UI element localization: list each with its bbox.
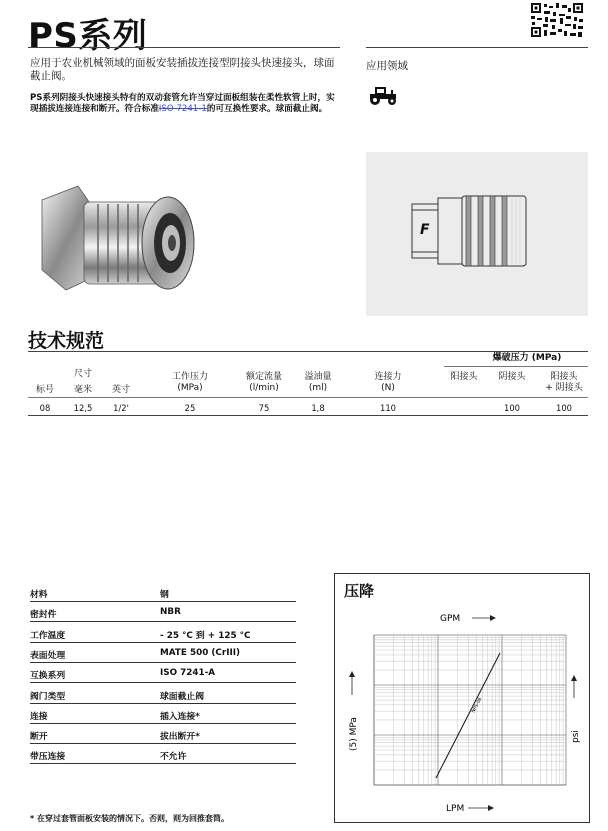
header-spill-label: 溢油量 bbox=[304, 372, 332, 382]
material-row-rule bbox=[30, 723, 296, 724]
material-label: 材料 bbox=[30, 590, 48, 600]
cell-spill: 1,8 bbox=[311, 403, 325, 413]
header-burst-both-label2: + 阴接头 bbox=[545, 383, 583, 393]
product-drawing bbox=[366, 152, 588, 316]
mpa-arrowhead-icon bbox=[349, 671, 355, 677]
series-label: NPS-08 bbox=[471, 697, 484, 714]
material-label: 互换系列 bbox=[30, 671, 66, 682]
application-label: 应用领域 bbox=[366, 60, 408, 72]
header-connect-force bbox=[358, 372, 418, 394]
material-value: 拔出断开* bbox=[160, 732, 200, 743]
coupling-drawing-icon bbox=[366, 152, 588, 316]
cell-connect: 110 bbox=[380, 403, 396, 413]
header-spill bbox=[296, 372, 340, 394]
material-label: 连接 bbox=[30, 711, 48, 722]
product-photo bbox=[36, 178, 204, 308]
material-value: 插入连接* bbox=[160, 711, 200, 722]
material-value: 不允许 bbox=[160, 752, 187, 763]
material-value: NBR bbox=[160, 607, 181, 618]
header-burst-coupler: 阴接头 bbox=[498, 372, 526, 382]
intro-details-text: PS系列阴接头快速接头特有的双动套管允许当穿过面板组装在柔性软管上时，实现插拔连接连接和断开。符合标准 bbox=[30, 93, 335, 114]
table-bottom-rule bbox=[28, 415, 588, 416]
material-row-rule bbox=[30, 642, 296, 643]
gpm-axis-label: GPM bbox=[440, 614, 461, 624]
material-row-rule bbox=[30, 682, 296, 683]
size-group-header: 尺寸 bbox=[73, 369, 92, 379]
chart-title: 压降 bbox=[344, 582, 375, 600]
material-row-rule bbox=[30, 703, 296, 704]
iso-standard-link[interactable]: ISO 7241-1 bbox=[158, 103, 207, 114]
material-value: ISO 7241-A bbox=[160, 668, 216, 679]
mpa-axis-label: (5) MPa bbox=[349, 717, 359, 751]
cell-flow: 75 bbox=[258, 403, 270, 413]
material-value: 钢 bbox=[160, 590, 169, 600]
chart-grid bbox=[374, 635, 566, 785]
header-burst-both-label: 阳接头 bbox=[550, 372, 578, 382]
psi-arrowhead-icon bbox=[571, 675, 577, 681]
intro-details-text-end: 的可互换性要求。球面截止阀。 bbox=[206, 103, 328, 114]
material-value: 球面截止阀 bbox=[160, 691, 204, 702]
material-row-rule bbox=[30, 743, 296, 744]
title-rule-right bbox=[366, 47, 588, 48]
page-title: PS系列 bbox=[28, 16, 148, 56]
header-code: 标号 bbox=[35, 385, 54, 395]
lpm-axis-label: LPM bbox=[446, 804, 465, 814]
material-label: 带压连接 bbox=[30, 752, 66, 763]
header-inch: 英寸 bbox=[111, 385, 130, 395]
intro-details bbox=[30, 93, 340, 115]
drawing-marker: F bbox=[420, 222, 430, 238]
plot-frame bbox=[374, 635, 566, 785]
tractor-icon bbox=[367, 84, 399, 106]
header-spill-unit: (ml) bbox=[308, 383, 328, 393]
material-label: 密封件 bbox=[30, 610, 57, 621]
title-rule bbox=[28, 47, 340, 48]
intro-description: 应用于农业机械领域的面板安装插拔连接型阴接头快速接头，球面截止阀。 bbox=[30, 57, 335, 82]
header-connect-label: 连接力 bbox=[374, 372, 402, 382]
header-connect-unit: (N) bbox=[381, 383, 395, 393]
footnote: * 在穿过套管面板安装的情况下。否则，则为回推套筒。 bbox=[30, 814, 229, 823]
pressure-drop-plot bbox=[334, 573, 590, 823]
header-work-pressure bbox=[160, 372, 220, 394]
material-row-rule bbox=[30, 662, 296, 663]
header-flow bbox=[234, 372, 294, 394]
header-rule bbox=[28, 397, 588, 398]
header-flow-label: 额定流量 bbox=[245, 372, 282, 382]
burst-pressure-group: 爆破压力 (MPa) bbox=[492, 353, 562, 363]
material-label: 断开 bbox=[30, 732, 48, 743]
specs-rule bbox=[28, 351, 588, 352]
material-value: MATE 500 (CrIII) bbox=[160, 647, 241, 658]
header-flow-unit: (l/min) bbox=[249, 383, 279, 393]
header-burst-female: 阳接头 bbox=[450, 372, 478, 382]
header-burst-both bbox=[540, 372, 588, 394]
material-row-rule bbox=[30, 601, 296, 602]
gpm-arrowhead-icon bbox=[490, 615, 496, 621]
material-label: 表面处理 bbox=[30, 650, 66, 661]
burst-group-rule bbox=[444, 366, 588, 367]
material-row-rule bbox=[30, 621, 296, 622]
series-line-nps-08 bbox=[436, 653, 500, 778]
qr-code-icon bbox=[530, 2, 584, 38]
material-label: 阀门类型 bbox=[30, 691, 66, 702]
lpm-arrowhead-icon bbox=[488, 805, 494, 811]
cell-burst-both: 100 bbox=[556, 403, 572, 413]
specs-title: 技术规范 bbox=[28, 330, 105, 352]
material-row-rule bbox=[30, 763, 296, 764]
cell-inch: 1/2' bbox=[113, 403, 129, 413]
material-value: - 25 °C 到 + 125 °C bbox=[160, 630, 251, 641]
cell-work-pressure: 25 bbox=[184, 403, 196, 413]
cell-mm: 12,5 bbox=[73, 403, 93, 413]
cell-burst-coupler: 100 bbox=[504, 403, 520, 413]
material-label: 工作温度 bbox=[30, 630, 66, 641]
header-work-pressure-unit: (MPa) bbox=[177, 383, 203, 393]
header-mm: 毫米 bbox=[73, 385, 92, 395]
psi-axis-label: psi bbox=[571, 730, 581, 743]
header-work-pressure-label: 工作压力 bbox=[171, 372, 208, 382]
cell-code: 08 bbox=[39, 403, 51, 413]
